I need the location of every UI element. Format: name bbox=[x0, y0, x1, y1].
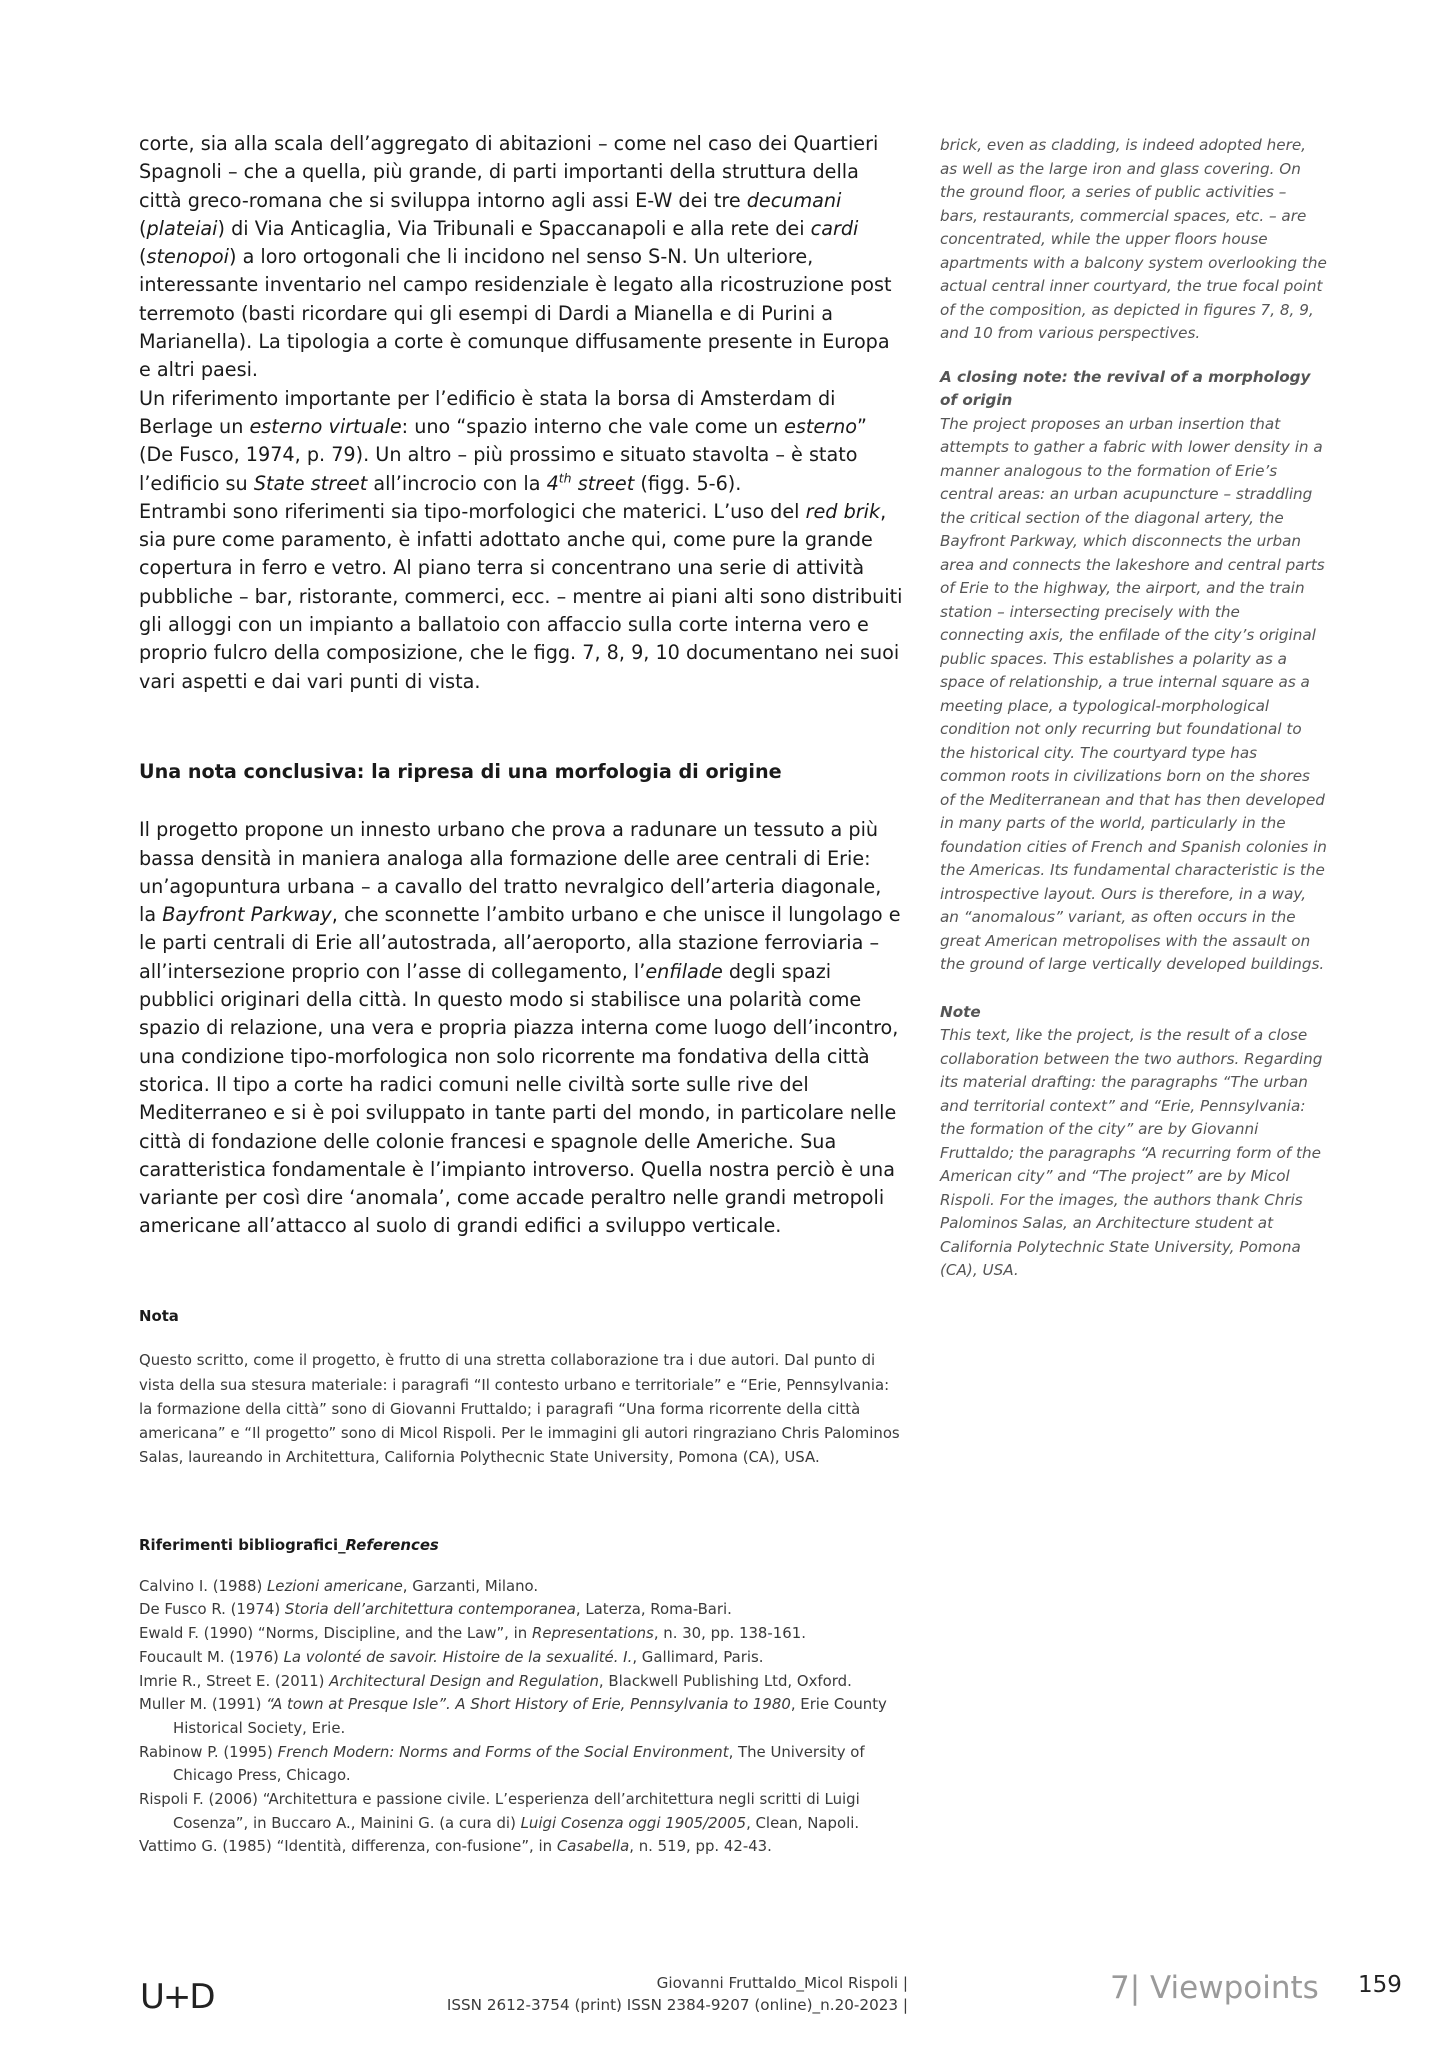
footer-authors-line: Giovanni Fruttaldo_Micol Rispoli | bbox=[656, 1974, 908, 1992]
text-run: , Erie County Historical Society, Erie. bbox=[173, 1695, 887, 1737]
reference-item bbox=[139, 1693, 904, 1740]
text-run: , che sconnette l’ambito urbano e che unisce il lungolago e le parti centrali di Erie all’autostrada, all’aeroporto, alla stazione ferroviaria – all’intersezione proprio con l’asse di collegamento, l’ bbox=[139, 903, 901, 983]
main-paragraph-4 bbox=[139, 816, 904, 1240]
italic-run: Representations bbox=[531, 1624, 654, 1643]
reference-item bbox=[139, 1835, 904, 1859]
italic-run: 4 bbox=[546, 471, 559, 495]
italic-run: decumani bbox=[746, 188, 842, 212]
reference-item bbox=[139, 1575, 904, 1599]
text-run: (figg. 5-6). bbox=[634, 471, 742, 495]
text-run: Un riferimento importante per l’edificio è stata la borsa di Amsterdam di Berlage un bbox=[139, 386, 836, 438]
text-run: , n. 519, pp. 42-43. bbox=[629, 1837, 772, 1856]
sidebar-note-text: This text, like the project, is the result of a close collaboration between the two authors. Regarding its material drafting: the paragraphs “The urban and territorial context” and “Erie, Pennsylvania: the formation of the city” are by Giovanni Fruttaldo; the paragraphs “A recurring form of the American city” and “The project” are by Micol Rispoli. For the images, the authors thank Chris Palominos Salas, an Architecture student at California Polytechnic State University, Pomona (CA), USA. bbox=[940, 1026, 1323, 1279]
references-label bbox=[139, 1534, 904, 1558]
text-run: : uno “spazio interno che vale come un bbox=[401, 414, 785, 438]
italic-run: esterno bbox=[784, 414, 858, 438]
text-run: corte, sia alla scala dell’aggregato di abitazioni – come nel caso dei Quartieri Spagnoli – che a quella, più grande, di parti importanti della struttura della città greco-romana che si sviluppa intorno agli assi E-W dei tre bbox=[139, 132, 879, 212]
text-run: Rabinow P. (1995) bbox=[139, 1742, 278, 1761]
reference-item bbox=[139, 1741, 904, 1788]
text-run: De Fusco R. (1974) bbox=[139, 1600, 285, 1619]
text-run: , n. 30, pp. 138-161. bbox=[653, 1624, 806, 1643]
italic-run: plateiai bbox=[146, 216, 218, 240]
text-run: , Garzanti, Milano. bbox=[402, 1576, 539, 1595]
italic-run: street bbox=[571, 471, 635, 495]
footer-issn-line: ISSN 2612-3754 (print) ISSN 2384-9207 (online)_n.20-2023 | bbox=[446, 1996, 908, 2014]
italic-run: State street bbox=[253, 471, 368, 495]
main-paragraph-1 bbox=[139, 130, 904, 385]
italic-run: La volonté de savoir. Histoire de la sexualité. I. bbox=[283, 1647, 633, 1666]
section-heading: Una nota conclusiva: la ripresa di una morfologia di origine bbox=[139, 759, 782, 783]
nota-label: Nota bbox=[139, 1307, 179, 1325]
text-run: ) a loro ortogonali che li incidono nel senso S-N. Un ulteriore, interessante inventario nel campo residenziale è legato alla ricostruzione post terremoto (basti ricordare qui gli esempi di Dardi a Mianella e di Purini a Marianella). La tipologia a corte è comunque diffusamente presente in Europa e altri paesi. bbox=[139, 245, 892, 382]
references-label-italic: References bbox=[345, 1536, 439, 1554]
text-run: Foucault M. (1976) bbox=[139, 1647, 284, 1666]
text-run: degli spazi pubblici originari della città. In questo modo si stabilisce una polarità come spazio di relazione, una vera e propria piazza interna come luogo dell’incontro, una condizione tipo-morfologica non solo ricorrente ma fondativa della città storica. Il tipo a corte ha radici comuni nelle civiltà sorte sulle rive del Mediterraneo e si è poi sviluppato in tante parti del mondo, in particolare nelle città di fondazione delle colonie francesi e spagnole delle Americhe. Sua caratteristica fondamentale è l’impianto introverso. Quella nostra perciò è una variante per così dire ‘anomala’, come accade peraltro nelle grandi metropoli americane all’attacco al suolo di grandi edifici a sviluppo verticale. bbox=[139, 959, 899, 1238]
text-run: Imrie R., Street E. (2011) bbox=[139, 1671, 330, 1690]
nota-block bbox=[139, 1304, 904, 1470]
main-paragraph-3 bbox=[139, 498, 904, 696]
sidebar-note-heading: Note bbox=[940, 1002, 981, 1021]
italic-run: Casabella bbox=[556, 1837, 630, 1856]
italic-run: Storia dell’architettura contemporanea bbox=[284, 1600, 576, 1619]
text-run: all’incrocio con la bbox=[367, 471, 547, 495]
text-run: , Clean, Napoli. bbox=[746, 1813, 860, 1832]
reference-item bbox=[139, 1670, 904, 1694]
text-run: Entrambi sono riferimenti sia tipo-morfologici che materici. L’uso del bbox=[139, 499, 806, 523]
page-number: 159 bbox=[1358, 1972, 1402, 1998]
text-run: Calvino I. (1988) bbox=[139, 1576, 267, 1595]
italic-run: esterno virtuale bbox=[249, 414, 402, 438]
text-run: Muller M. (1991) bbox=[139, 1695, 267, 1714]
text-run: Ewald F. (1990) “Norms, Discipline, and the Law”, in bbox=[139, 1624, 532, 1643]
text-run: , Gallimard, Paris. bbox=[632, 1647, 764, 1666]
reference-item bbox=[139, 1598, 904, 1622]
italic-run: “A town at Presque Isle”. A Short History of Erie, Pennsylvania to 1980 bbox=[266, 1695, 791, 1714]
reference-item bbox=[139, 1788, 904, 1835]
text-run: Rispoli F. (2006) “Architettura e passione civile. L’esperienza dell’architettura negli scritti di Luigi Cosenza”, in Buccaro A., Mainini G. (a cura di) bbox=[139, 1790, 860, 1832]
sidebar-paragraph-2: The project proposes an urban insertion that attempts to gather a fabric with lower density in a manner analogous to the formation of Erie’s central areas: an urban acupuncture – straddling the critical section of the diagonal artery, the Bayfront Parkway, which disconnects the urban area and connects the lakeshore and central parts of Erie to the highway, the airport, and the train station – intersecting precisely with the connecting axis, the enfilade of the city’s original public spaces. This establishes a polarity as a space of relationship, a true internal square as a meeting place, a typological-morphological condition not only recurring but foundational to the historical city. The courtyard type has common roots in civilizations born on the shores of the Mediterranean and that has then developed in many parts of the world, particularly in the foundation cities of French and Spanish colonies in the Americas. Its fundamental characteristic is the introspective layout. Ours is therefore, in a way, an “anomalous” variant, as often occurs in the great American metropolises with the assault on the ground of large vertically developed buildings. bbox=[940, 414, 1327, 973]
reference-item bbox=[139, 1646, 904, 1670]
italic-run: Bayfront Parkway bbox=[162, 903, 332, 927]
main-paragraph-2 bbox=[139, 385, 904, 498]
italic-run: th bbox=[558, 470, 572, 486]
text-run: Il progetto propone un innesto urbano che prova a radunare un tessuto a più bassa densità in maniera analoga alla formazione delle aree centrali di Erie: un’agopuntura urbana – a cavallo del tratto nevralgico dell’arteria diagonale, la bbox=[139, 818, 882, 927]
reference-item bbox=[139, 1622, 904, 1646]
text-run: Vattimo G. (1985) “Identità, differenza, con-fusione”, in bbox=[139, 1837, 557, 1856]
italic-run: Architectural Design and Regulation bbox=[329, 1671, 599, 1690]
text-run: , sia pure come paramento, è infatti adottato anche qui, come pure la grande copertura in ferro e vetro. Al piano terra si concentrano una serie di attività pubbliche – bar, ristorante, commerci, ecc. – mentre ai piani alti sono distribuiti gli alloggi con un impianto a ballatoio con affaccio sulla corte interna vero e proprio fulcro della composizione, che le figg. 7, 8, 9, 10 documentano nei suoi vari aspetti e dai vari punti di vista. bbox=[139, 499, 903, 693]
italic-run: Lezioni americane bbox=[267, 1576, 403, 1595]
italic-run: red brik bbox=[805, 499, 881, 523]
text-run: ( bbox=[139, 245, 147, 269]
italic-run: Luigi Cosenza oggi 1905/2005 bbox=[520, 1813, 747, 1832]
references-list bbox=[139, 1575, 904, 1859]
italic-run: enfilade bbox=[645, 959, 723, 983]
text-run: , Laterza, Roma-Bari. bbox=[575, 1600, 732, 1619]
text-run: ) di Via Anticaglia, Via Tribunali e Spaccanapoli e alla rete dei bbox=[217, 216, 811, 240]
italic-run: stenopoi bbox=[146, 245, 229, 269]
references-block bbox=[139, 1534, 904, 1859]
english-sidebar bbox=[940, 134, 1327, 1283]
italic-run: cardi bbox=[810, 216, 859, 240]
footer-section-label: 7| Viewpoints bbox=[1110, 1970, 1319, 2006]
nota-text: Questo scritto, come il progetto, è frutto di una stretta collaborazione tra i due autori. Dal punto di vista della sua stesura materiale: i paragrafi “Il contesto urbano e territoriale” e “Erie, Pennsylvania: la formazione della città” sono di Giovanni Fruttaldo; i paragrafi “Una forma ricorrente della città americana” e “Il progetto” sono di Micol Rispoli. Per le immagini gli autori ringraziano Chris Palominos Salas, laureando in Architettura, California Polythecnic State University, Pomona (CA), USA. bbox=[139, 1351, 900, 1467]
text-run: , Blackwell Publishing Ltd, Oxford. bbox=[598, 1671, 852, 1690]
sidebar-paragraph-1: brick, even as cladding, is indeed adopted here, as well as the large iron and glass covering. On the ground floor, a series of public activities – bars, restaurants, commercial spaces, etc. – are concentrated, while the upper floors house apartments with a balcony system overlooking the actual central inner courtyard, the true focal point of the composition, as depicted in figures 7, 8, 9, and 10 from various perspectives. bbox=[940, 136, 1327, 342]
journal-logo: U+D bbox=[140, 1977, 214, 2017]
text-run: , The University of Chicago Press, Chicago. bbox=[173, 1742, 865, 1785]
main-column bbox=[139, 130, 904, 1241]
sidebar-heading: A closing note: the revival of a morphology of origin bbox=[940, 367, 1311, 409]
text-run: ” (De Fusco, 1974, p. 79). Un altro – più prossimo e situato stavolta – è stato l’edificio su bbox=[139, 414, 867, 495]
italic-run: French Modern: Norms and Forms of the Social Environment bbox=[277, 1742, 729, 1761]
references-label-bold: Riferimenti bibliografici_ bbox=[139, 1536, 346, 1554]
text-run: ( bbox=[139, 216, 147, 240]
footer-credits bbox=[447, 1972, 908, 2016]
